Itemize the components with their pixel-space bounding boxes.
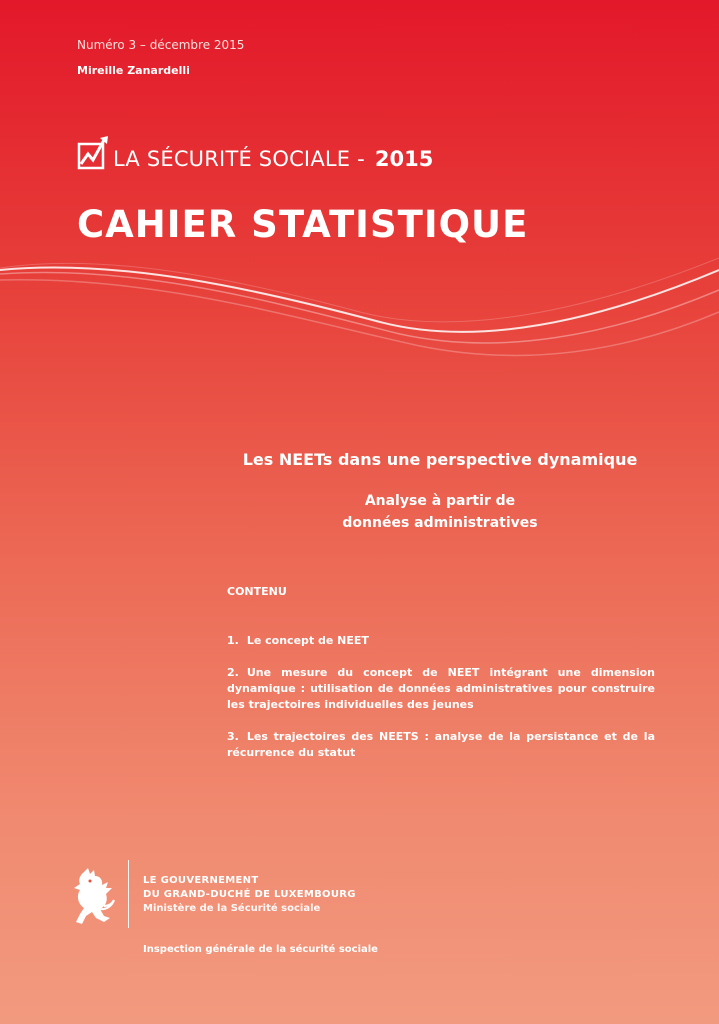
contents-heading: CONTENU	[227, 585, 287, 598]
toc-item	[227, 729, 655, 761]
series-year: 2015	[374, 147, 434, 171]
analysis-line-2: données administratives	[342, 515, 538, 531]
toc-item	[227, 633, 655, 649]
lion-emblem-icon	[70, 866, 116, 926]
main-title: CAHIER STATISTIQUE	[77, 203, 529, 246]
series-name: LA SÉCURITÉ SOCIALE -	[113, 147, 365, 171]
decorative-waves	[0, 250, 719, 370]
toc-item-number: 3.	[227, 730, 239, 743]
government-logo	[70, 860, 356, 928]
toc-item-text: Les trajectoires des NEETS : analyse de la persistance et de la récurrence du statut	[227, 730, 655, 759]
analysis-line-1: Analyse à partir de	[364, 493, 516, 509]
toc-item-text: Une mesure du concept de NEET intégrant une dimension dynamique : utilisation de données administratives pour construire les trajectoires individuelles des jeunes	[227, 666, 655, 711]
series-header	[77, 134, 433, 170]
issue-number: Numéro 3 – décembre 2015	[77, 38, 245, 52]
ministry-name: Ministère de la Sécurité sociale	[143, 903, 321, 914]
government-text	[143, 874, 356, 916]
toc-item-number: 2.	[227, 666, 239, 679]
analysis-title	[200, 490, 680, 534]
toc-item-text: Le concept de NEET	[246, 634, 369, 647]
author-name: Mireille Zanardelli	[77, 64, 190, 77]
toc-item-number: 1.	[227, 634, 239, 647]
government-line-1: LE GOUVERNEMENT	[143, 875, 259, 886]
chart-trend-icon	[77, 134, 111, 170]
document-subtitle: Les NEETs dans une perspective dynamique	[242, 450, 638, 469]
table-of-contents	[227, 633, 655, 777]
government-line-2: DU GRAND-DUCHÉ DE LUXEMBOURG	[143, 889, 356, 900]
logo-divider	[128, 860, 129, 928]
toc-item	[227, 665, 655, 713]
inspection-name: Inspection générale de la sécurité sociale	[143, 944, 378, 955]
